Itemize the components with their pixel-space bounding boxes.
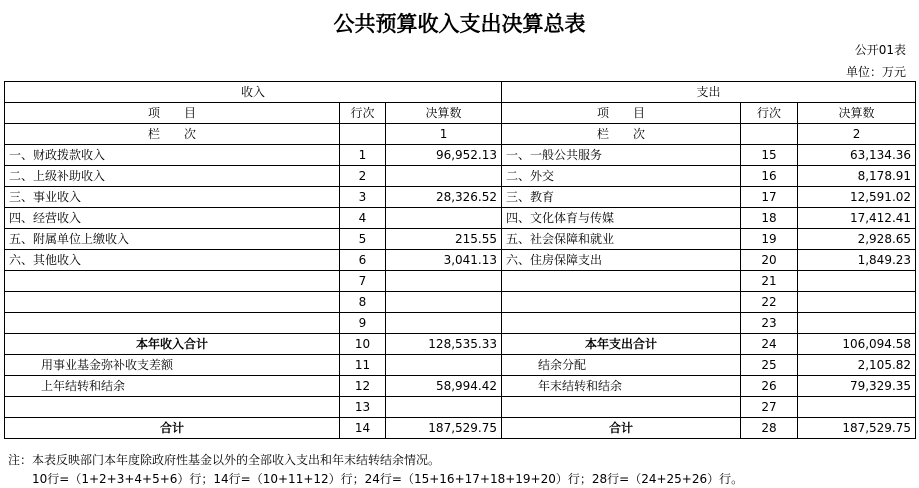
expense-item-cell: 本年支出合计 — [502, 334, 741, 355]
expense-amount-cell: 1,849.23 — [798, 250, 916, 271]
income-item-cell — [5, 397, 340, 418]
income-item-cell — [5, 313, 340, 334]
expense-line-no-cell: 18 — [741, 208, 798, 229]
expense-column-blank — [741, 124, 798, 145]
expense-item-cell: 年末结转和结余 — [502, 376, 741, 397]
table-row — [5, 250, 916, 271]
footnote: 注：本表反映部门本年度除政府性基金以外的全部收入支出和年末结转结余情况。 — [8, 453, 441, 467]
expense-line-no-cell: 24 — [741, 334, 798, 355]
income-item-cell: 本年收入合计 — [5, 334, 340, 355]
table-row — [5, 229, 916, 250]
budget-table — [4, 81, 916, 439]
expense-item-cell: 五、社会保障和就业 — [502, 229, 741, 250]
expense-item-cell — [502, 271, 741, 292]
income-amount-cell — [386, 292, 502, 313]
income-column-index: 1 — [386, 124, 502, 145]
expense-line-no-cell: 27 — [741, 397, 798, 418]
expense-item-cell: 一、一般公共服务 — [502, 145, 741, 166]
expense-item-cell — [502, 292, 741, 313]
income-amount-cell: 28,326.52 — [386, 187, 502, 208]
expense-item-cell — [502, 313, 741, 334]
column-header-row — [5, 103, 916, 124]
income-line-no-cell: 7 — [340, 271, 386, 292]
income-amount-cell: 187,529.75 — [386, 418, 502, 439]
budget-table-body — [5, 82, 916, 439]
expense-item-cell: 四、文化体育与传媒 — [502, 208, 741, 229]
expense-amount-header: 决算数 — [798, 103, 916, 124]
income-line-no-cell: 11 — [340, 355, 386, 376]
expense-amount-cell: 106,094.58 — [798, 334, 916, 355]
income-item-cell — [5, 292, 340, 313]
income-item-cell: 上年结转和结余 — [5, 376, 340, 397]
income-item-cell: 合计 — [5, 418, 340, 439]
income-item-cell: 一、财政拨款收入 — [5, 145, 340, 166]
table-row — [5, 187, 916, 208]
income-line-no-cell: 4 — [340, 208, 386, 229]
table-row — [5, 418, 916, 439]
expense-item-cell: 三、教育 — [502, 187, 741, 208]
income-item-cell: 用事业基金弥补收支差额 — [5, 355, 340, 376]
expense-line-no-cell: 20 — [741, 250, 798, 271]
income-line-no-cell: 5 — [340, 229, 386, 250]
table-row — [5, 208, 916, 229]
income-amount-cell — [386, 313, 502, 334]
income-line-no-cell: 10 — [340, 334, 386, 355]
table-row — [5, 292, 916, 313]
income-amount-cell — [386, 271, 502, 292]
income-item-cell: 二、上级补助收入 — [5, 166, 340, 187]
income-amount-cell: 96,952.13 — [386, 145, 502, 166]
table-row — [5, 355, 916, 376]
expense-item-cell: 六、住房保障支出 — [502, 250, 741, 271]
expense-column-index: 2 — [798, 124, 916, 145]
income-amount-cell: 128,535.33 — [386, 334, 502, 355]
expense-amount-cell: 187,529.75 — [798, 418, 916, 439]
income-line-no-header: 行次 — [340, 103, 386, 124]
expense-line-no-cell: 28 — [741, 418, 798, 439]
expense-line-no-cell: 19 — [741, 229, 798, 250]
income-amount-header: 决算数 — [386, 103, 502, 124]
income-line-no-cell: 12 — [340, 376, 386, 397]
expense-line-no-cell: 23 — [741, 313, 798, 334]
expense-item-cell: 二、外交 — [502, 166, 741, 187]
expense-item-cell: 合计 — [502, 418, 741, 439]
income-item-cell — [5, 271, 340, 292]
table-row — [5, 397, 916, 418]
expense-item-header: 项 目 — [502, 103, 741, 124]
income-line-no-cell: 2 — [340, 166, 386, 187]
income-line-no-cell: 6 — [340, 250, 386, 271]
expense-section-header: 支出 — [502, 82, 916, 103]
expense-line-no-cell: 17 — [741, 187, 798, 208]
formula-note: 10行=（1+2+3+4+5+6）行；14行=（10+11+12）行；24行=（15+16+17+18+19+20）行；28行=（24+25+26）行。 — [32, 472, 744, 486]
expense-line-no-cell: 25 — [741, 355, 798, 376]
expense-amount-cell — [798, 271, 916, 292]
expense-amount-cell: 8,178.91 — [798, 166, 916, 187]
expense-line-no-cell: 22 — [741, 292, 798, 313]
table-row — [5, 313, 916, 334]
table-row — [5, 145, 916, 166]
table-row — [5, 166, 916, 187]
column-index-row — [5, 124, 916, 145]
income-line-no-cell: 3 — [340, 187, 386, 208]
form-number: 公开01表 — [854, 43, 906, 57]
income-item-cell: 六、其他收入 — [5, 250, 340, 271]
table-row — [5, 271, 916, 292]
table-row — [5, 334, 916, 355]
income-amount-cell — [386, 355, 502, 376]
income-line-no-cell: 14 — [340, 418, 386, 439]
expense-amount-cell — [798, 292, 916, 313]
expense-column-label: 栏 次 — [502, 124, 741, 145]
expense-amount-cell: 12,591.02 — [798, 187, 916, 208]
income-section-header: 收入 — [5, 82, 502, 103]
expense-item-cell — [502, 397, 741, 418]
income-item-cell: 四、经营收入 — [5, 208, 340, 229]
expense-amount-cell — [798, 313, 916, 334]
expense-line-no-header: 行次 — [741, 103, 798, 124]
expense-amount-cell: 2,105.82 — [798, 355, 916, 376]
income-amount-cell — [386, 397, 502, 418]
income-amount-cell: 3,041.13 — [386, 250, 502, 271]
expense-line-no-cell: 26 — [741, 376, 798, 397]
expense-amount-cell — [798, 397, 916, 418]
income-item-header: 项 目 — [5, 103, 340, 124]
expense-amount-cell: 17,412.41 — [798, 208, 916, 229]
table-row — [5, 376, 916, 397]
expense-amount-cell: 63,134.36 — [798, 145, 916, 166]
income-line-no-cell: 13 — [340, 397, 386, 418]
expense-line-no-cell: 15 — [741, 145, 798, 166]
income-amount-cell — [386, 208, 502, 229]
income-line-no-cell: 8 — [340, 292, 386, 313]
income-amount-cell — [386, 166, 502, 187]
income-line-no-cell: 9 — [340, 313, 386, 334]
expense-line-no-cell: 21 — [741, 271, 798, 292]
income-item-cell: 五、附属单位上缴收入 — [5, 229, 340, 250]
page-title: 公共预算收入支出决算总表 — [333, 12, 586, 36]
expense-amount-cell: 79,329.35 — [798, 376, 916, 397]
expense-line-no-cell: 16 — [741, 166, 798, 187]
income-column-label: 栏 次 — [5, 124, 340, 145]
unit-label: 单位：万元 — [845, 65, 906, 79]
income-amount-cell: 58,994.42 — [386, 376, 502, 397]
income-line-no-cell: 1 — [340, 145, 386, 166]
income-amount-cell: 215.55 — [386, 229, 502, 250]
income-item-cell: 三、事业收入 — [5, 187, 340, 208]
income-column-blank — [340, 124, 386, 145]
section-header-row — [5, 82, 916, 103]
expense-item-cell: 结余分配 — [502, 355, 741, 376]
expense-amount-cell: 2,928.65 — [798, 229, 916, 250]
